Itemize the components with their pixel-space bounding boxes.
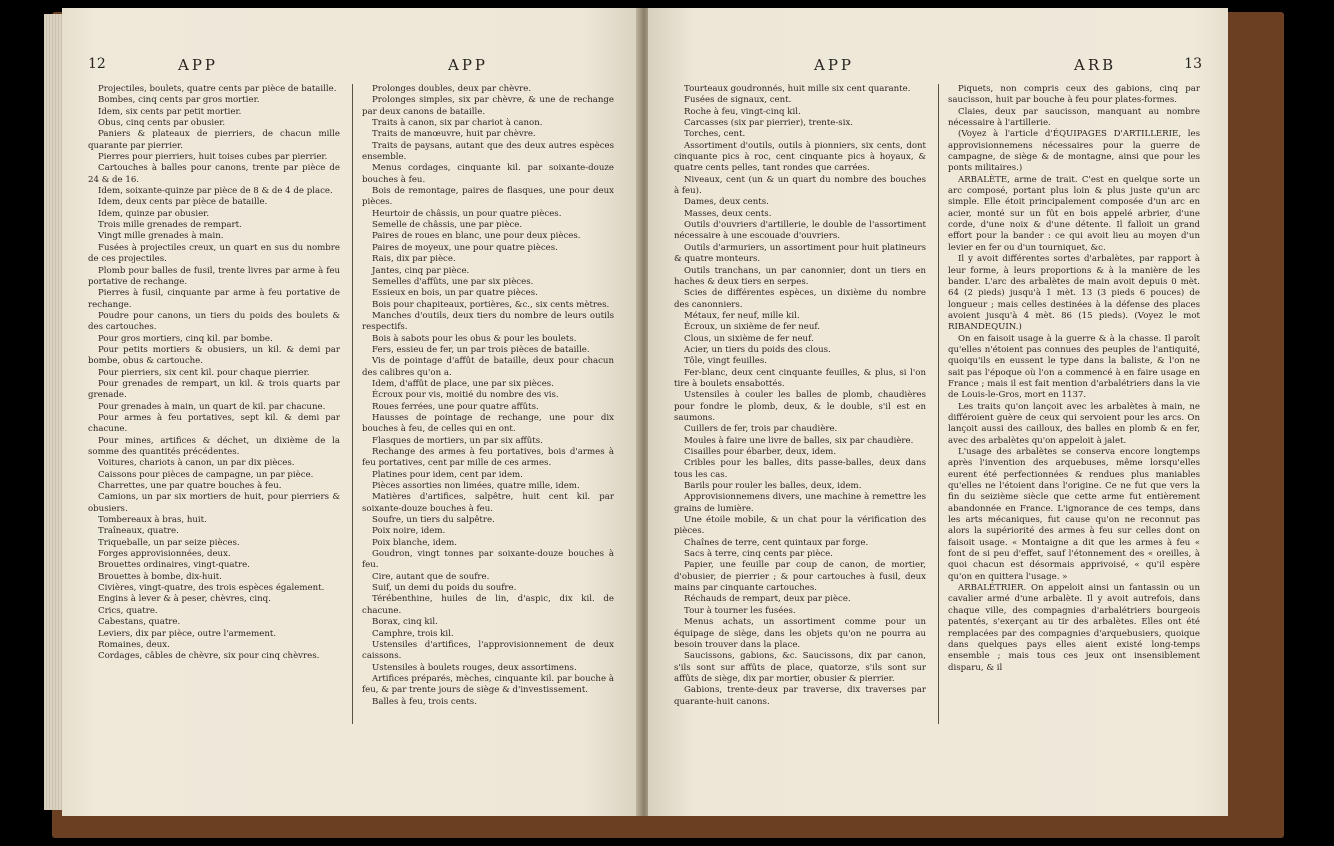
paragraph: Voitures, chariots à canon, un par dix pièces. (98, 458, 295, 469)
paragraph: Charrettes, une par quatre bouches à feu. (98, 481, 282, 492)
paragraph: Borax, cinq kil. (372, 617, 438, 628)
paragraph: Il y avoit différentes sortes d'arbalètes, par rapport à leur forme, à leurs proportions & à la manière de les bander. L'arc des arbalètes de main avoit depuis 0 mèt. 64 (2 pieds) jusqu'à 1 mèt. 13 (3 pieds 6 pouces) de longueur ; mais celles destinées à la défense des places avoient jusqu'à 4 mèt. 86 (15 pieds). (Voyez le mot RIBANDEQUIN.) (948, 254, 1200, 333)
paragraph: Bois de remontage, paires de flasques, une pour deux pièces. (362, 186, 614, 208)
paragraph: Tombereaux à bras, huit. (98, 515, 207, 526)
paragraph: Écroux pour vis, moitié du nombre des vis. (372, 390, 559, 401)
paragraph: Romaines, deux. (98, 639, 170, 650)
paragraph: Rechange des armes à feu portatives, bois d'armes à feu portatives, cent par mille de ces armes. (362, 447, 614, 469)
paragraph: Poudre pour canons, un tiers du poids des boulets & des cartouches. (88, 310, 340, 333)
paragraph: Leviers, dix par pièce, outre l'armement. (98, 628, 277, 639)
paragraph: Torches, cent. (684, 129, 746, 140)
paragraph: Pierres à fusil, cinquante par arme à feu portative de rechange. (88, 288, 340, 310)
paragraph: Ustensiles d'artifices, l'approvisionnement de deux caissons. (362, 639, 614, 662)
paragraph: Une étoile mobile, & un chat pour la vérification des pièces. (674, 515, 926, 537)
paragraph: Cisailles pour ébarber, deux, idem. (684, 447, 837, 457)
paragraph: Caissons pour pièces de campagne, un par pièce. (98, 469, 314, 480)
paragraph: Plomb pour balles de fusil, trente livres par arme à feu portative de rechange. (88, 265, 340, 287)
paragraph: Paniers & plateaux de pierriers, de chacun mille quarante par pierrier. (88, 129, 340, 151)
paragraph: Tourteaux goudronnés, huit mille six cent quarante. (684, 84, 911, 94)
paragraph: Soufre, un tiers du salpêtre. (372, 515, 495, 526)
paragraph: Dames, deux cents. (684, 197, 769, 208)
paragraph: Assortiment d'outils, outils à pionniers, six cents, dont cinquante pics à roc, cent cinquante pics à hoyaux, & quatre cents pelles, tant rondes que carrées. (674, 140, 926, 174)
paragraph: Carcasses (six par pierrier), trente-six. (684, 118, 854, 129)
paragraph: Poix noire, idem. (372, 526, 446, 537)
column-rule (938, 84, 939, 724)
paragraph: Ustensiles à boulets rouges, deux assortimens. (372, 662, 577, 673)
paragraph: Bombes, cinq cents par gros mortier. (98, 95, 260, 106)
paragraph: Idem, d'affût de place, une par six pièces. (372, 378, 554, 389)
paragraph: On en faisoit usage à la guerre & à la chasse. Il paroît qu'elles n'étoient pas connues des peuples de l'antiquité, quoiqu'ils en eussent le type dans la baliste, & l'on ne sait pas l'époque où l'on a commencé à en faire usage en France ; mais il est fait mention d'arbalétriers dans la vie de Louis-le-Gros, mort en 1137. (948, 333, 1200, 401)
paragraph: Pour grenades de rempart, un kil. & trois quarts par grenade. (88, 378, 340, 401)
paragraph: Prolonges doubles, deux par chèvre. (372, 84, 532, 94)
paragraph: Bois pour chapiteaux, portières, &c., six cents mètres. (372, 299, 610, 310)
paragraph: Réchauds de rempart, deux par pièce. (684, 594, 851, 605)
paragraph: Menus cordages, cinquante kil. par soixante-douze bouches à feu. (362, 163, 614, 185)
paragraph: Vingt mille grenades à main. (98, 231, 224, 242)
paragraph: Poix blanche, idem. (372, 537, 457, 548)
paragraph: Tôle, vingt feuilles. (684, 356, 767, 367)
paragraph: Idem, soixante-quinze par pièce de 8 & de 4 de place. (98, 186, 333, 197)
paragraph: Fer-blanc, deux cent cinquante feuilles, & plus, si l'on tire à boulets ensabottés. (674, 367, 926, 389)
paragraph: Pour armes à feu portatives, sept kil. & demi par chacune. (88, 412, 340, 435)
paragraph: Flasques de mortiers, un par six affûts. (372, 435, 543, 446)
paragraph: Camphre, trois kil. (372, 628, 454, 639)
paragraph: Pour grenades à main, un quart de kil. par chacune. (98, 401, 326, 412)
paragraph: Ustensiles à couler les balles de plomb, chaudières pour fondre le plomb, deux, & le double, s'il est en saumons. (674, 390, 926, 423)
paragraph: Idem, deux cents par pièce de bataille. (98, 197, 268, 208)
page-edges (44, 14, 62, 810)
text-column-1 (88, 84, 340, 663)
text-column-1 (674, 84, 926, 708)
left-page (62, 8, 640, 816)
paragraph: Traits à canon, six par chariot à canon. (372, 118, 543, 129)
paragraph: Acier, un tiers du poids des clous. (684, 344, 831, 355)
paragraph: Traîneaux, quatre. (98, 526, 179, 537)
page-number: 12 (88, 56, 106, 72)
paragraph: Clous, un sixième de fer neuf. (684, 333, 814, 344)
paragraph: Tour à tourner les fusées. (684, 605, 796, 616)
paragraph: Cribles pour les balles, dits passe-balles, deux dans tous les cas. (674, 458, 926, 480)
left-page-header (88, 56, 614, 78)
paragraph: Semelles d'affûts, une par six pièces. (372, 276, 534, 287)
paragraph: Hausses de pointage de rechange, une pour dix bouches à feu, de celles qui en ont. (362, 412, 614, 435)
paragraph: Gabions, trente-deux par traverse, dix traverses par quarante-huit canons. (674, 685, 926, 707)
paragraph: Manches d'outils, deux tiers du nombre de leurs outils respectifs. (362, 310, 614, 333)
paragraph: Barils pour rouler les balles, deux, idem. (684, 481, 862, 492)
paragraph: Traits de paysans, autant que des deux autres espèces ensemble. (362, 140, 614, 163)
paragraph: Obus, cinq cents par obusier. (98, 118, 226, 129)
paragraph: Forges approvisionnées, deux. (98, 549, 231, 560)
running-head: ARB (1074, 56, 1117, 74)
paragraph: Piquets, non compris ceux des gabions, cinq par saucisson, huit par bouche à feu pour plates-formes. (948, 84, 1200, 106)
paragraph: Roues ferrées, une pour quatre affûts. (372, 401, 539, 412)
paragraph: Écroux, un sixième de fer neuf. (684, 322, 821, 333)
paragraph: Platines pour idem, cent par idem. (372, 469, 523, 480)
paragraph: Menus achats, un assortiment comme pour un équipage de siège, dans les objets qu'on ne pourra au besoin trouver dans la place. (674, 617, 926, 650)
paragraph: Métaux, fer neuf, mille kil. (684, 310, 800, 321)
paragraph: Outils d'ouvriers d'artillerie, le double de l'assortiment nécessaire à une escouade d'ouvriers. (674, 220, 926, 242)
paragraph: Saucissons, gabions, &c. Saucissons, dix par canon, s'ils sont sur affûts de place, quatorze, s'ils sont sur affûts de siège, dix par mortier, obusier & pierrier. (674, 651, 926, 684)
paragraph: Bois à sabots pour les obus & pour les boulets. (372, 333, 577, 344)
right-page-header (674, 56, 1202, 78)
paragraph: Crics, quatre. (98, 605, 158, 616)
paragraph: Jantes, cinq par pièce. (372, 265, 470, 276)
paragraph: Chaînes de terre, cent quintaux par forge. (684, 537, 869, 548)
column-rule (352, 84, 353, 724)
paragraph: Cabestans, quatre. (98, 617, 181, 628)
paragraph: Goudron, vingt tonnes par soixante-douze bouches à feu. (362, 549, 614, 571)
running-head: APP (448, 56, 489, 74)
paragraph: ARBALÉTRIER. On appeloit ainsi un fantassin ou un cavalier armé d'une arbalète. Il y avoit autrefois, dans chaque ville, des compagnies d'arbalétriers bourgeois patentés, s'exerçant au tir des arbalètes. Elles ont été remplacées par des compagnies d'arquebusiers, quoique dans quelques pays elles aient existé long-temps ensemble ; mais tous ces jeux ont insensiblement disparu, & il (948, 583, 1200, 673)
paragraph: Outils tranchans, un par canonnier, dont un tiers en haches & deux tiers en serpes. (674, 265, 926, 287)
paragraph: Prolonges simples, six par chèvre, & une de rechange par deux canons de bataille. (362, 95, 614, 117)
paragraph: Pièces assorties non limées, quatre mille, idem. (372, 481, 580, 492)
paragraph: Suif, un demi du poids du soufre. (372, 583, 517, 594)
right-page (648, 8, 1228, 816)
paragraph: Pour mines, artifices & déchet, un dixième de la somme des quantités précédentes. (88, 435, 340, 457)
paragraph: Matières d'artifices, salpêtre, huit cent kil. par soixante-douze bouches à feu. (362, 492, 614, 514)
paragraph: Outils d'armuriers, un assortiment pour huit platineurs & quatre monteurs. (674, 242, 926, 265)
paragraph: Claies, deux par saucisson, manquant au nombre nécessaire à l'artillerie. (948, 106, 1200, 129)
paragraph: Les traits qu'on lançoit avec les arbalètes à main, ne différoient guère de ceux qui servoient pour les arcs. On lançoit aussi des cailloux, des balles en plomb & en fer, avec des arbalètes qu'on appeloit à jalet. (948, 401, 1200, 446)
paragraph: Idem, quinze par obusier. (98, 208, 210, 219)
running-head: APP (814, 56, 855, 74)
running-head: APP (178, 56, 219, 74)
page-number: 13 (1184, 56, 1202, 72)
paragraph: Pierres pour pierriers, huit toises cubes par pierrier. (98, 152, 328, 163)
paragraph: Semelle de châssis, une par pièce. (372, 220, 523, 231)
paragraph: Pour gros mortiers, cinq kil. par bombe. (98, 333, 273, 344)
paragraph: Essieux en bois, un par quatre pièces. (372, 288, 538, 299)
paragraph: Triqueballe, un par seize pièces. (98, 537, 240, 548)
paragraph: Pour pierriers, six cent kil. pour chaque pierrier. (98, 367, 310, 378)
paragraph: Cire, autant que de soufre. (372, 571, 490, 582)
paragraph: Idem, six cents par petit mortier. (98, 106, 242, 117)
paragraph: Brouettes ordinaires, vingt-quatre. (98, 560, 250, 571)
paragraph: Balles à feu, trois cents. (372, 696, 477, 707)
paragraph: Heurtoir de châssis, un pour quatre pièces. (372, 208, 562, 219)
paragraph: Paires de roues en blanc, une pour deux pièces. (372, 231, 581, 242)
paragraph: Paires de moyeux, une pour quatre pièces. (372, 242, 558, 253)
paragraph: Scies de différentes espèces, un dixième du nombre des canonniers. (674, 288, 926, 310)
paragraph: Térébenthine, huiles de lin, d'aspic, dix kil. de chacune. (362, 594, 614, 616)
paragraph: Fers, essieu de fer, un par trois pièces de bataille. (372, 344, 590, 355)
paragraph: Camions, un par six mortiers de huit, pour pierriers & obusiers. (88, 492, 340, 514)
paragraph: Vis de pointage d'affût de bataille, deux pour chacun des calibres qu'on a. (362, 356, 614, 378)
paragraph: Sacs à terre, cinq cents par pièce. (684, 549, 833, 560)
paragraph: ARBALÈTE, arme de trait. C'est en quelque sorte un arc composé, portant plus loin & plus juste qu'un arc simple. Elle étoit principalement composée d'un arc en acier, monté sur un fût en bois appelé arbrier, d'une corde, d'une noix & d'une détente. Il falloit un grand effort pour la bander : ce qui avoit lieu au moyen d'un levier en fer ou d'un tourniquet, &c. (948, 174, 1200, 253)
paragraph: Fusées à projectiles creux, un quart en sus du nombre de ces projectiles. (88, 242, 340, 265)
paragraph: Rais, dix par pièce. (372, 254, 456, 265)
paragraph: Traits de manœuvre, huit par chèvre. (372, 129, 536, 140)
text-column-2 (948, 84, 1200, 674)
paragraph: Papier, une feuille par coup de canon, de mortier, d'obusier, de pierrier ; & pour cartouches à fusil, deux mains par cinquante cartouches. (674, 560, 926, 594)
paragraph: Masses, deux cents. (684, 208, 772, 219)
paragraph: Pour petits mortiers & obusiers, un kil. & demi par bombe, obus & cartouche. (88, 344, 340, 367)
paragraph: Cordages, câbles de chèvre, six pour cinq chèvres. (98, 651, 320, 662)
paragraph: Moules à faire une livre de balles, six par chaudière. (684, 435, 914, 446)
paragraph: Cartouches à balles pour canons, trente par pièce de 24 & de 16. (88, 163, 340, 185)
paragraph: Fusées de signaux, cent. (684, 95, 792, 106)
paragraph: Niveaux, cent (un & un quart du nombre des bouches à feu). (674, 174, 926, 197)
paragraph: Roche à feu, vingt-cinq kil. (684, 106, 801, 117)
paragraph: L'usage des arbalètes se conserva encore longtemps après l'invention des arquebuses, même lorsqu'elles eurent été perfectionnées & rendues plus maniables qu'elles ne l'étoient dans l'origine. Ce ne fut que vers la fin du seizième siècle que cette arme fut entièrement abandonnée en France. L'ignorance de ces temps, dans les arts mécaniques, fut cause qu'on ne reconnut pas alors la supériorité des armes à feu sur celles dont on faisoit usage. « Montaigne a dit que les armes à feu « font de si peu d'effet, sauf l'étonnement des « oreilles, à quoi chacun est désormais apprivoisé, « qu'il espère qu'on en quittera l'usage. » (948, 447, 1200, 582)
text-column-2 (362, 84, 614, 708)
paragraph: Trois mille grenades de rempart. (98, 220, 242, 231)
paragraph: Brouettes à bombe, dix-huit. (98, 571, 222, 582)
paragraph: Artifices préparés, mèches, cinquante kil. par bouche à feu, & par trente jours de siège & d'investissement. (362, 673, 614, 696)
paragraph: (Voyez à l'article d'ÉQUIPAGES D'ARTILLERIE, les approvisionnemens nécessaires pour la guerre de campagne, de siège & de montagne, ainsi que pour les ponts militaires.) (948, 129, 1200, 174)
paragraph: Engins à lever & à peser, chèvres, cinq. (98, 594, 271, 605)
paragraph: Approvisionnemens divers, une machine à remettre les grains de lumière. (674, 492, 926, 514)
paragraph: Civières, vingt-quatre, des trois espèces également. (98, 583, 325, 594)
paragraph: Cuillers de fer, trois par chaudière. (684, 424, 838, 435)
paragraph: Projectiles, boulets, quatre cents par pièce de bataille. (98, 84, 337, 94)
